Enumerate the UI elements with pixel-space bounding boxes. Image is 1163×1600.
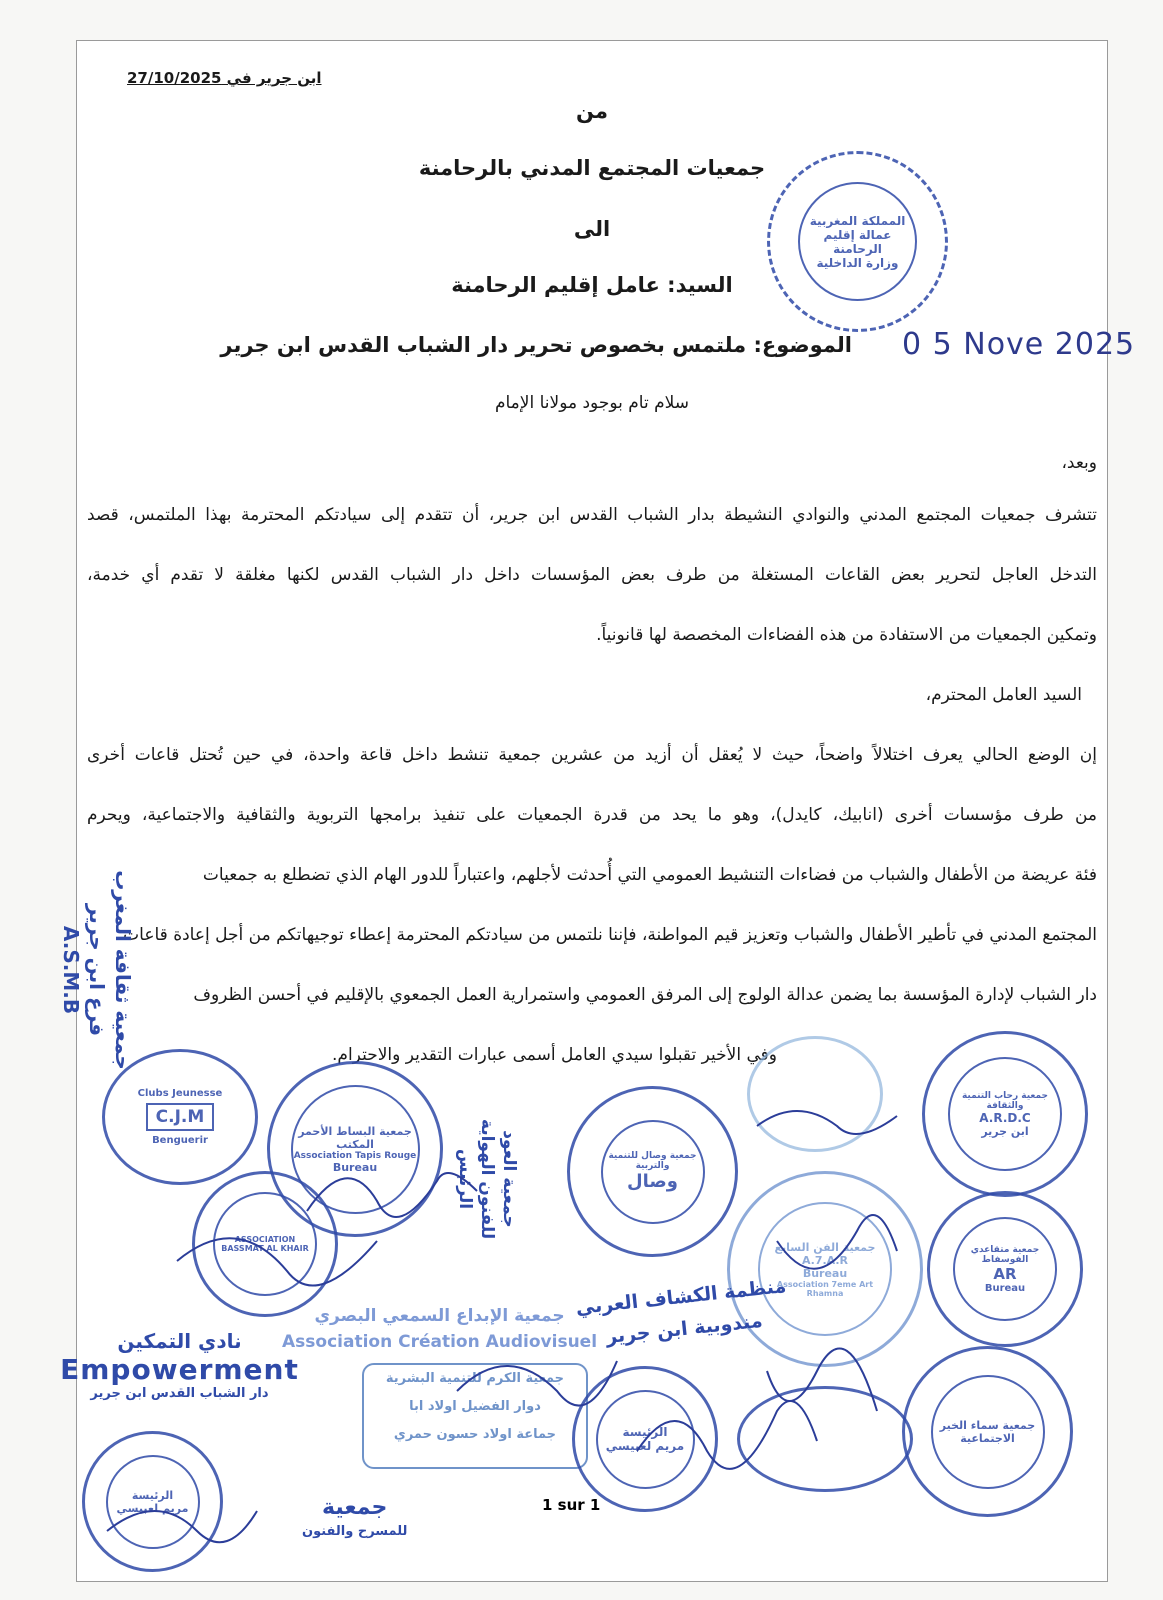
- document-page: [59, 40, 1136, 1582]
- subject: الموضوع: ملتمس بخصوص تحرير دار الشباب القدس ابن جرير: [220, 333, 852, 357]
- signature-6: [637, 1401, 817, 1469]
- signature-5: [457, 1361, 617, 1406]
- scouts-line1: منظمة الكشاف العربي: [574, 1275, 788, 1320]
- tapis-title: جمعية البساط الأحمر: [298, 1124, 412, 1138]
- atar-title: جمعية الفن السابع: [774, 1240, 876, 1254]
- bottom-left-role: الرئيسة: [131, 1488, 174, 1502]
- signature-4: [774, 1215, 897, 1269]
- paragraph1-line2: التدخل العاجل لتحرير بعض القاعات المستغلة من طرف بعض المؤسسات داخل دار الشباب القدس لكنها مغلقة لا تقدم أي خدمة،: [87, 565, 1097, 585]
- wisal-title: جمعية وصال للتنمية والتربية: [608, 1151, 697, 1171]
- audiovisual-line2: Association Création Audiovisuel: [282, 1332, 598, 1352]
- cjm-city: Benguerir: [152, 1135, 208, 1146]
- empowerment-line1: نادي التمكين: [117, 1329, 242, 1353]
- music-line3: الرئيس: [455, 1148, 475, 1210]
- retirees-bureau: Bureau: [984, 1282, 1026, 1294]
- president-role: الرئيسة: [622, 1425, 668, 1439]
- recipient: السيد: عامل إقليم الرحامنة: [451, 273, 733, 297]
- bottom-line2: للمسرح والفنون: [302, 1524, 408, 1539]
- music-line2: للفنون الهواية: [477, 1118, 497, 1240]
- signature-1: [307, 1173, 477, 1217]
- retirees-title: جمعية متقاعدي الفوسفاط: [970, 1244, 1040, 1265]
- audiovisual-line1: جمعية الإبداع السمعي البصري: [314, 1306, 565, 1326]
- intro: وبعد،: [1061, 453, 1097, 473]
- cjm-ring: Clubs Jeunesse: [137, 1088, 223, 1099]
- karam-line1: جمعية الكرم للتنمية البشرية: [385, 1371, 565, 1386]
- paragraph1-line1: تتشرف جمعيات المجتمع المدني والنوادي النشيطة بدار الشباب القدس ابن جرير، أن تتقدم إلى سيادتكم المحترمة بهذا الملتمس، قصد: [87, 505, 1097, 525]
- page-number: 1 sur 1: [542, 1496, 601, 1514]
- closing: وفي الأخير تقبلوا سيدي العامل أسمى عبارات التقدير والاحترام.: [332, 1045, 777, 1065]
- paragraph2-line1: إن الوضع الحالي يعرف اختلالاً واضحاً، حيث لا يُعقل أن أزيد من عشرين جمعية تنشط داخل قاعة واحدة، في حين تُحتل قاعات أخرى: [87, 745, 1097, 765]
- paragraph1-line3: وتمكين الجمعيات من الاستفادة من هذه الفضاءات المخصصة لها قانونياً.: [596, 625, 1097, 645]
- wisal-mark: وصال: [627, 1171, 678, 1192]
- signatures-overlay: [77, 41, 1107, 1581]
- cjm-acronym: C.J.M: [146, 1103, 215, 1131]
- music-line1: جمعية العود: [499, 1130, 519, 1228]
- culture-line2: فرع ابن جرير: [85, 903, 109, 1037]
- bottom-left-name: مريم لعبيسي: [116, 1501, 189, 1515]
- signature-2: [177, 1238, 377, 1285]
- from-label: من: [576, 99, 608, 123]
- address: السيد العامل المحترم،: [925, 685, 1082, 705]
- karam-line2: دوار الفضيل اولاد ابا: [409, 1399, 541, 1414]
- atar-ring: Association 7eme Art Rhamna: [776, 1279, 874, 1298]
- ministry-line2: عمالة إقليم الرحامنة: [823, 227, 892, 256]
- empowerment-line3: دار الشباب القدس ابن جرير: [90, 1386, 269, 1401]
- samaa-title: جمعية سماء الخير: [939, 1418, 1036, 1432]
- ministry-line3: وزارة الداخلية: [816, 255, 899, 270]
- tapis-ring: Association Tapis Rouge: [293, 1150, 417, 1161]
- signature-3: [757, 1111, 897, 1134]
- atar-acronym: A.7.A.R: [801, 1253, 849, 1267]
- ardc-city: ابن جرير: [981, 1124, 1029, 1138]
- paragraph2-line5: دار الشباب لإدارة المؤسسة بما يضمن عدالة الولوج إلى المرفق العمومي واستمرارية العمل الجمعوي بالإقليم في أحسن الظروف: [193, 985, 1097, 1005]
- ardc-title: جمعية رحاب التنمية والثقافة: [961, 1090, 1049, 1111]
- retirees-acronym: AR: [993, 1264, 1017, 1283]
- signature-8: [107, 1511, 257, 1542]
- ardc-acronym: A.R.D.C: [979, 1110, 1031, 1125]
- place-date: ابن جرير في 27/10/2025: [127, 69, 322, 87]
- paragraph2-line2: من طرف مؤسسات أخرى (انابيك، كايدل)، وهو ما يحد من قدرة الجمعيات على تنفيذ برامجها التربوية والثقافية والاجتماعية، ويحرم: [87, 805, 1097, 825]
- empowerment-line2: Empowerment: [60, 1353, 299, 1386]
- paragraph2-line4: المجتمع المدني في تأطير الأطفال والشباب وتعزيز قيم المواطنة، فإننا نلتمس من سيادتكم المحترمة إعطاء توجيهاتكم من أجل إعادة قاعات: [123, 925, 1097, 945]
- tapis-subtitle: المكتب: [336, 1137, 374, 1151]
- to-label: الى: [573, 217, 611, 241]
- bottom-line1: جمعية: [322, 1495, 388, 1520]
- signature-7: [767, 1349, 877, 1412]
- atar-bureau: Bureau: [802, 1266, 848, 1280]
- tapis-bureau: Bureau: [332, 1160, 378, 1174]
- basmat-ring: ASSOCIATION BASSMAT AL KHAIR: [221, 1235, 309, 1253]
- samaa-subtitle: الاجتماعية: [960, 1431, 1015, 1445]
- culture-line3: A.S.M.B: [59, 925, 83, 1015]
- sender: جمعيات المجتمع المدني بالرحامنة: [418, 156, 766, 180]
- ministry-line1: المملكة المغربية: [809, 213, 906, 228]
- president-name: مريم لعبيسي: [605, 1439, 685, 1453]
- paragraph2-line3: فئة عريضة من الأطفال والشباب من فضاءات التنشيط العمومي التي أُحدثت لأجلهم، واعتباراً للدور الهام الذي تضطلع به جمعيات: [202, 865, 1097, 885]
- greeting: سلام تام بوجود مولانا الإمام: [494, 393, 690, 413]
- received-date-stamp: 0 5 Nove 2025: [902, 327, 1136, 362]
- culture-line1: جمعية ثقافة المغرب: [111, 870, 135, 1070]
- karam-line3: جماعة اولاد حسون حمري: [393, 1427, 557, 1442]
- scouts-line2: مندوبية ابن جرير: [605, 1309, 764, 1349]
